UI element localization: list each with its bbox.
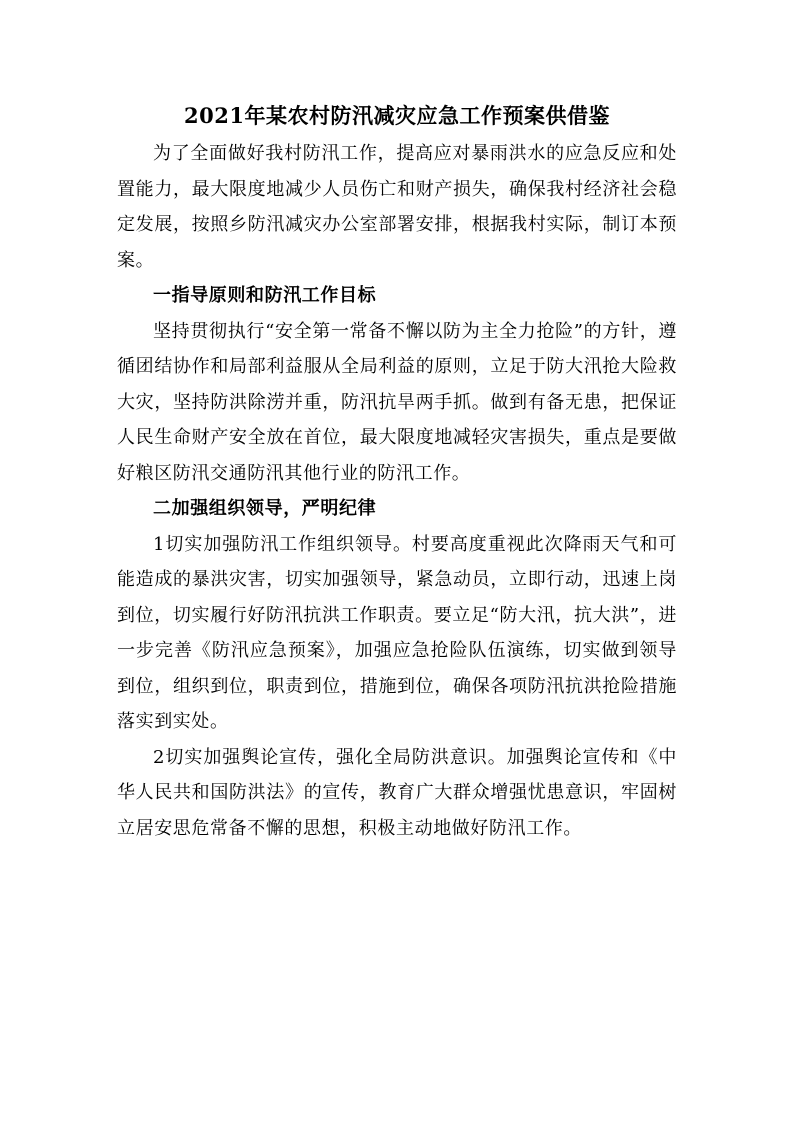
section-2-heading: 二加强组织领导，严明纪律 <box>153 498 377 519</box>
section-1-paragraph-1: 坚持贯彻执行“安全第一常备不懈以防为主全力抢险”的方针，遵循团结协作和局部利益服从全局利益的原则，立足于防大汛抢大险救大灾，坚持防洪除涝并重，防汛抗旱两手抓。做到有备无患，把保证人民生命财产安全放在首位，最大限度地减轻灾害损失，重点是要做好粮区防汛交通防汛其他行业的防汛工作。 <box>117 320 677 484</box>
section-2-paragraph-1: 1切实加强防汛工作组织领导。村要高度重视此次降雨天气和可能造成的暴洪灾害，切实加强领导，紧急动员，立即行动，迅速上岗到位，切实履行好防汛抗洪工作职责。要立足“防大汛，抗大洪”，进一步完善《防汛应急预案》，加强应急抢险队伍演练，切实做到领导到位，组织到位，职责到位，措施到位，确保各项防汛抗洪抢险措施落实到实处。 <box>117 533 677 732</box>
document-page <box>117 96 677 846</box>
intro-paragraph: 为了全面做好我村防汛工作，提高应对暴雨洪水的应急反应和处置能力，最大限度地减少人员伤亡和财产损失，确保我村经济社会稳定发展，按照乡防汛减灾办公室部署安排，根据我村实际，制订本预案。 <box>117 143 677 271</box>
section-1-heading: 一指导原则和防汛工作目标 <box>153 285 377 306</box>
document-title: 2021年某农村防汛减灾应急工作预案供借鉴 <box>184 103 610 128</box>
section-2-paragraph-2: 2切实加强舆论宣传，强化全局防洪意识。加强舆论宣传和《中华人民共和国防洪法》的宣传，教育广大群众增强忧患意识，牢固树立居安思危常备不懈的思想，积极主动地做好防汛工作。 <box>117 746 677 839</box>
